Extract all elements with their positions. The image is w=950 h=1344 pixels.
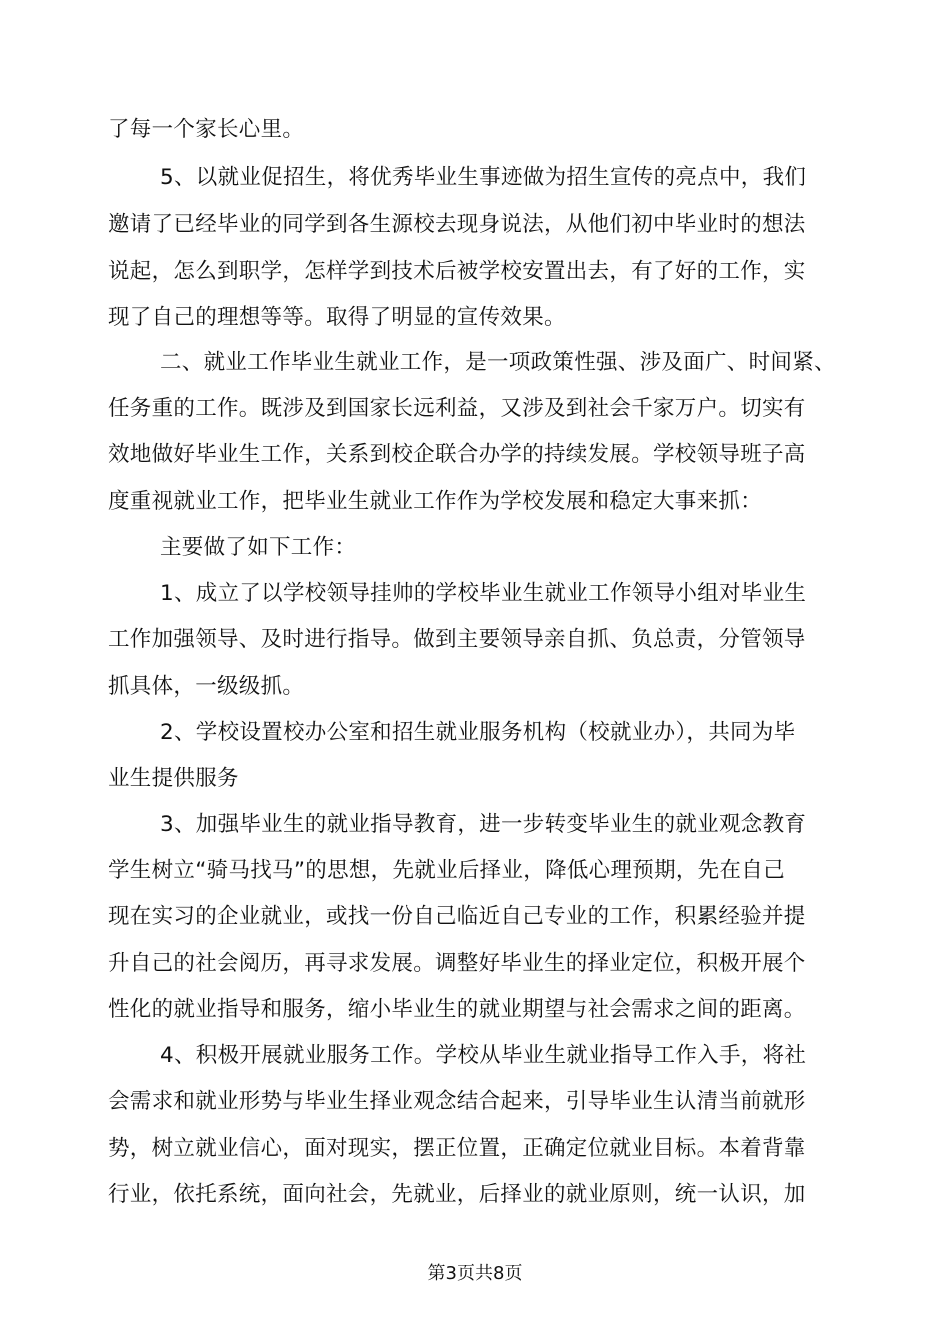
text-line: 了每一个家长心里。 bbox=[108, 117, 305, 142]
text-line: 任务重的工作。既涉及到国家长远利益，又涉及到社会千家万户。切实有 bbox=[108, 396, 806, 421]
text-line: 3、加强毕业生的就业指导教育，进一步转变毕业生的就业观念教育 bbox=[160, 812, 807, 837]
text-line: 行业，依托系统，面向社会，先就业，后择业的就业原则，统一认识，加 bbox=[108, 1182, 806, 1207]
text-line: 主要做了如下工作： bbox=[160, 535, 357, 560]
text-line: 度重视就业工作，把毕业生就业工作作为学校发展和稳定大事来抓： bbox=[108, 489, 763, 514]
text-line: 5、以就业促招生，将优秀毕业生事迹做为招生宣传的亮点中，我们 bbox=[160, 165, 807, 190]
text-line: 会需求和就业形势与毕业生择业观念结合起来，引导毕业生认清当前就形 bbox=[108, 1089, 806, 1114]
text-line: 效地做好毕业生工作，关系到校企联合办学的持续发展。学校领导班子高 bbox=[108, 442, 806, 467]
text-line: 1、成立了以学校领导挂帅的学校毕业生就业工作领导小组对毕业生 bbox=[160, 581, 807, 606]
text-line: 抓具体，一级级抓。 bbox=[108, 674, 305, 699]
text-line: 势，树立就业信心，面对现实，摆正位置，正确定位就业目标。本着背靠 bbox=[108, 1136, 806, 1161]
text-line: 性化的就业指导和服务，缩小毕业生的就业期望与社会需求之间的距离。 bbox=[108, 997, 806, 1022]
text-line: 4、积极开展就业服务工作。学校从毕业生就业指导工作入手，将社 bbox=[160, 1043, 807, 1068]
text-line: 二、就业工作毕业生就业工作，是一项政策性强、涉及面广、时间紧、 bbox=[160, 350, 836, 375]
text-line: 现了自己的理想等等。取得了明显的宣传效果。 bbox=[108, 305, 566, 330]
text-line: 现在实习的企业就业，或找一份自己临近自己专业的工作，积累经验并提 bbox=[108, 904, 806, 929]
text-line: 邀请了已经毕业的同学到各生源校去现身说法，从他们初中毕业时的想法 bbox=[108, 212, 806, 237]
text-line: 2、学校设置校办公室和招生就业服务机构（校就业办），共同为毕 bbox=[160, 720, 796, 745]
text-line: 学生树立“骑马找马”的思想，先就业后择业，降低心理预期，先在自己 bbox=[108, 858, 785, 883]
text-line: 工作加强领导、及时进行指导。做到主要领导亲自抓、负总责，分管领导 bbox=[108, 627, 806, 652]
text-line: 业生提供服务 bbox=[108, 766, 239, 791]
page-footer: 第3页共8页 bbox=[427, 1263, 523, 1284]
text-line: 说起，怎么到职学，怎样学到技术后被学校安置出去，有了好的工作，实 bbox=[108, 259, 806, 284]
text-line: 升自己的社会阅历，再寻求发展。调整好毕业生的择业定位，积极开展个 bbox=[108, 951, 806, 976]
